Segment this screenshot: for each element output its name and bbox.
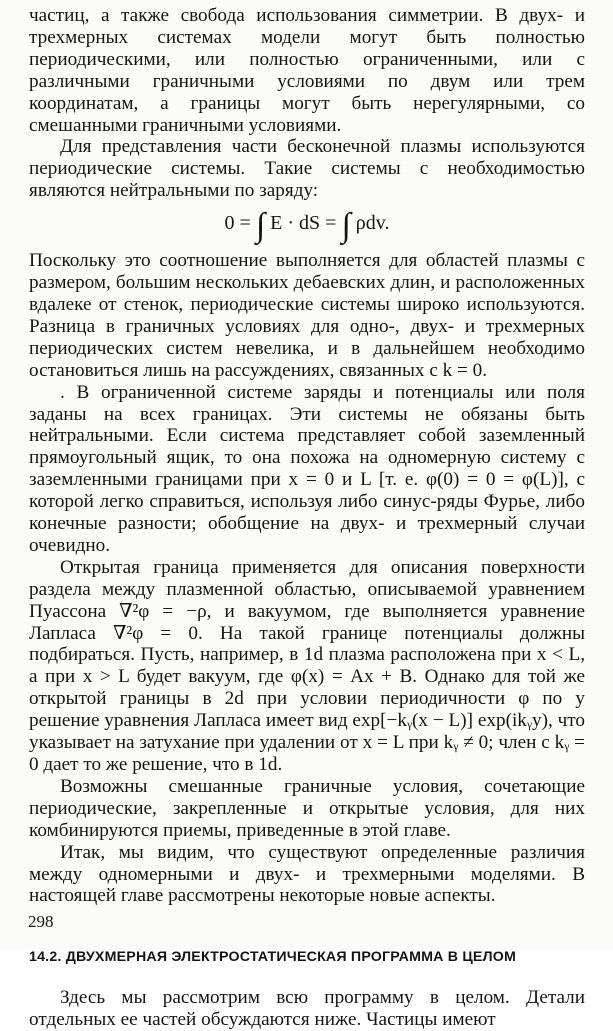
paragraph-bounded-system: . В ограниченной системе заряды и потенциалы или поля заданы на всех границах. Эти системы не обязаны быть нейтральными. Если система представляет собой заземленный прямоугольный ящик, то она похожа на одномерную систему с заземленными границами при x = 0 и L [т. е. φ(0) = 0 = φ(L)], с которой легко справиться, используя либо синус-ряды Фурье, либо конечные разности; обобщение на двух- и трехмерный случаи очевидно. [29, 381, 585, 556]
paragraph-mixed-conditions: Возможны смешанные граничные условия, сочетающие периодические, закрепленные и открытые условия, для них комбинируются приемы, приведенные в этой главе. [29, 775, 585, 841]
paragraph-summary: Итак, мы видим, что существуют определенные различия между одномерными и двух- и трехмерными моделями. В настоящей главе рассмотрены некоторые новые аспекты. [29, 841, 585, 907]
paragraph-symmetry: частиц, а также свобода использования симметрии. В двух- и трехмерных системах модели могут быть полностью периодическими, или полностью ограниченными, или с различными граничными условиями по двум или трем координатам, а границы могут быть нерегулярными, со смешанными граничными условиями. [29, 5, 585, 136]
section-heading: 14.2. ДВУХМЕРНАЯ ЭЛЕКТРОСТАТИЧЕСКАЯ ПРОГРАММА В ЦЕЛОМ [29, 949, 516, 966]
page-number: 298 [28, 912, 54, 931]
formula-volume-term: ρdv. [355, 212, 390, 235]
paragraph-periodic-systems: Для представления части бесконечной плазмы используются периодические системы. Такие системы с необходимостью являются нейтральными по заряду: [29, 136, 585, 202]
integral-sign-icon: ∫ [255, 207, 266, 245]
integral-sign-icon: ∫ [341, 207, 351, 245]
neutrality-formula [29, 207, 585, 245]
paragraph-open-boundary: Открытая граница применяется для описания поверхности раздела между плазменной областью, описываемой уравнением Пуассона ∇²φ = −ρ, и вакуумом, где выполняется уравнение Лапласа ∇²φ = 0. На такой границе потенциалы должны подбираться. Пусть, например, в 1d плазма расположена при x < L, а при x > L будет вакуум, где φ(x) = Ax + B. Однако для той же открытой границы в 2d при условии периодичности φ по y решение уравнения Лапласа имеет вид exp[−kᵧ(x − L)] exp(ikᵧy), что указывает на затухание при удалении от x = L при kᵧ ≠ 0; член с kᵧ = 0 дает то же решение, что в 1d. [29, 556, 585, 775]
formula-lhs: 0 = [224, 212, 251, 235]
formula-surface-term: E · dS = [270, 212, 337, 235]
paragraph-debye-lengths: Поскольку это соотношение выполняется для областей плазмы с размером, большим нескольких дебаевских длин, и расположенных вдалеке от стенок, периодические системы широко используются. Разница в граничных условиях для одно-, двух- и трехмерных периодических систем невелика, и в дальнейшем необходимо остановиться лишь на рассуждениях, связанных с k = 0. [29, 250, 585, 381]
paragraph-program-overview: Здесь мы рассмотрим всю программу в целом. Детали отдельных ее частей обсуждаются ниже. Частицы имеют [29, 987, 585, 1031]
